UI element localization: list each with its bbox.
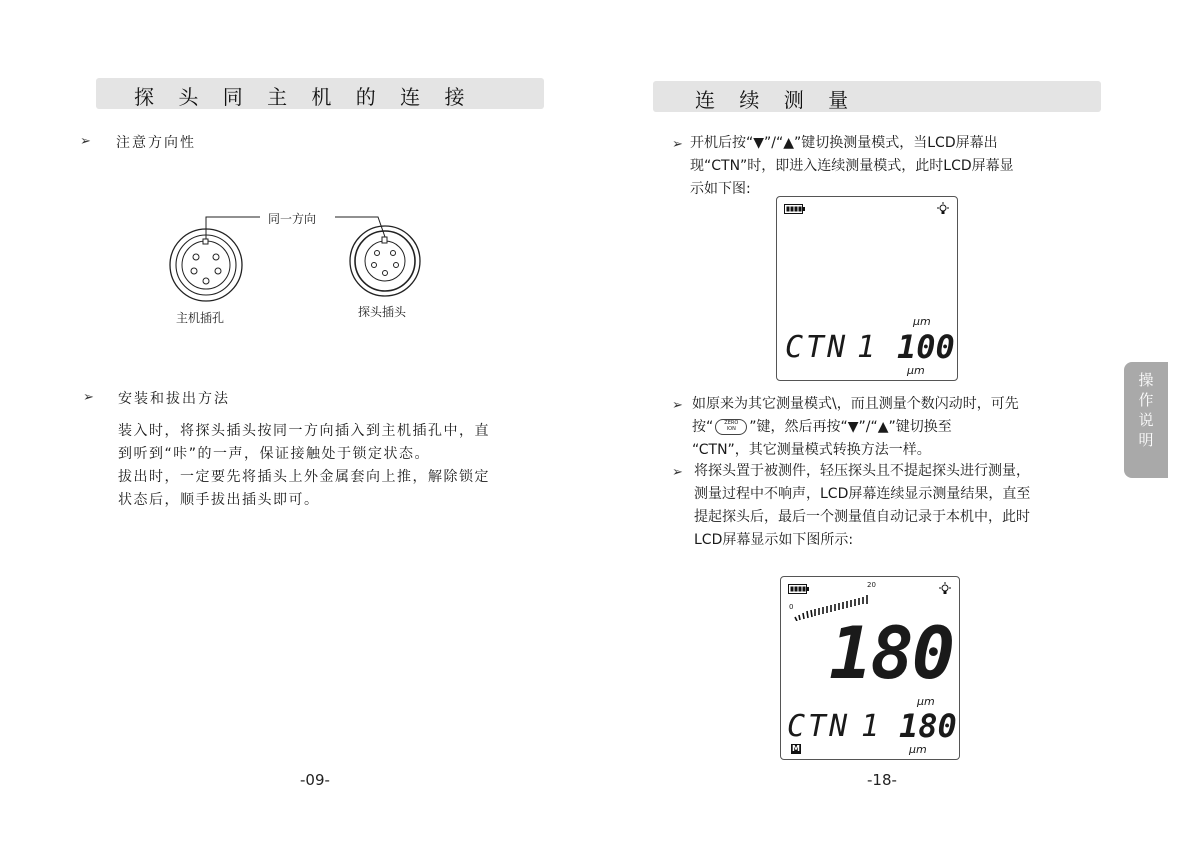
operation-guide-side-tab — [1124, 362, 1168, 478]
measurement-paragraph — [694, 460, 1114, 552]
side-tab-char: 操 — [1138, 371, 1154, 389]
para-line: 将探头置于被测件，轻压探头且不提起探头进行测量， — [694, 463, 1030, 479]
orientation-heading: 注意方向性 — [116, 135, 196, 151]
para-line: 提起探头后，最后一个测量值自动记录于本机中，此时 — [694, 509, 1030, 525]
host-socket-label: 主机插孔 — [176, 311, 225, 325]
direction-label: 同一方向 — [268, 212, 317, 226]
lcd-unit-top: μm — [913, 315, 931, 328]
para-text: ”键，然后再按“▼”/“▲”键切换至 — [749, 419, 952, 435]
para-text: 按“ — [692, 419, 714, 435]
install-line: 到听到“咔”的一声，保证接触处于锁定状态。 — [118, 446, 431, 462]
zero-key-bottom: ION — [726, 426, 736, 432]
lcd-unit-bottom: μm — [907, 364, 925, 377]
install-paragraph — [118, 420, 548, 512]
install-heading: 安装和拔出方法 — [118, 391, 230, 407]
bullet-icon: ➢ — [672, 398, 683, 413]
para-line: 示如下图: — [690, 181, 751, 197]
right-page-number: -18- — [867, 771, 897, 789]
lcd-unit-mid: μm — [917, 695, 935, 708]
install-line: 装入时，将探头插头按同一方向插入到主机插孔中，直 — [118, 423, 490, 439]
backlight-bulb-icon — [939, 582, 951, 596]
side-tab-char: 明 — [1138, 431, 1154, 449]
host-socket-drawing — [170, 229, 242, 301]
para-line: “CTN”，其它测量模式转换方法一样。 — [692, 442, 931, 458]
memory-icon: M — [792, 744, 800, 753]
zero-key-top: ZERO — [724, 420, 739, 426]
zero-key-icon — [715, 419, 747, 435]
lcd-value: 180 — [899, 707, 957, 745]
lcd-screen-result — [780, 576, 960, 760]
side-tab-char: 说 — [1138, 411, 1154, 429]
bullet-icon: ➢ — [672, 465, 683, 480]
side-tab-char: 作 — [1138, 391, 1154, 409]
install-line: 状态后，顺手拔出插头即可。 — [118, 492, 320, 508]
para-line: 现“CTN”时，即进入连续测量模式，此时LCD屏幕显 — [690, 158, 1014, 174]
bullet-icon: ➢ — [672, 137, 683, 152]
mode-switch-paragraph — [692, 393, 1112, 462]
bullet-icon: ➢ — [83, 390, 94, 405]
lcd-mode: CTN — [787, 709, 851, 744]
lcd-index: 1 — [857, 330, 876, 365]
lcd-screen-ctn — [776, 196, 958, 381]
lcd-big-value: 180 — [829, 611, 954, 695]
lcd-index: 1 — [861, 709, 880, 744]
probe-plug-label: 探头插头 — [358, 305, 407, 319]
right-page-title: 连 续 测 量 — [695, 88, 858, 112]
para-line: 如原来为其它测量模式\，而且测量个数闪动时，可先 — [692, 396, 1019, 412]
lcd-unit-bottom: μm — [909, 743, 927, 756]
install-line: 拔出时，一定要先将插头上外金属套向上推，解除锁定 — [118, 469, 490, 485]
battery-icon — [784, 204, 806, 214]
para-line: 测量过程中不响声，LCD屏幕连续显示测量结果，直至 — [694, 486, 1031, 502]
scale-min-label: 0 — [789, 603, 794, 611]
lcd-value: 100 — [897, 328, 955, 366]
bullet-icon: ➢ — [80, 134, 91, 149]
para-line: 开机后按“▼”/“▲”键切换测量模式，当LCD屏幕出 — [690, 135, 998, 151]
left-page-number: -09- — [300, 771, 330, 789]
para-line: LCD屏幕显示如下图所示: — [694, 532, 854, 548]
lcd-mode: CTN — [785, 330, 849, 365]
continuous-mode-paragraph — [690, 132, 1110, 201]
para-line-with-key — [692, 416, 1112, 439]
backlight-bulb-icon — [937, 202, 949, 216]
left-title-bar — [96, 78, 544, 109]
right-title-bar — [653, 81, 1101, 112]
scale-max-label: 20 — [867, 581, 876, 589]
left-page-title: 探 头 同 主 机 的 连 接 — [134, 85, 474, 109]
